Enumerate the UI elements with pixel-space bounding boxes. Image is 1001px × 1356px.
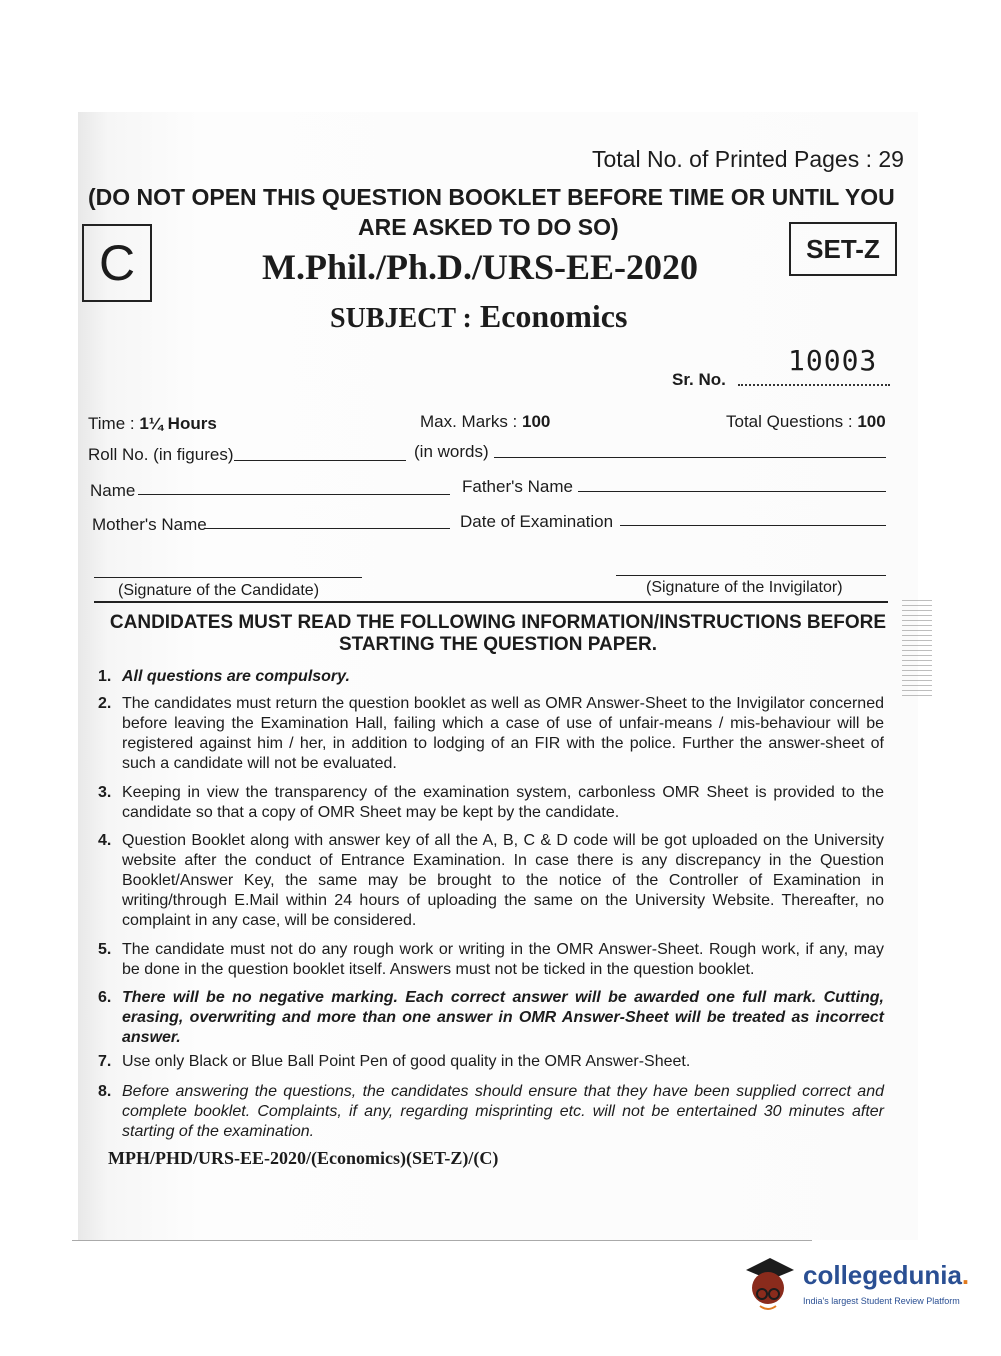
do-not-open-warning [88,182,898,242]
instruction-item [98,1052,884,1072]
instruction-text: The candidate must not do any rough work or writing in the OMR Answer-Sheet. Rough work, if any, may be done in the question booklet itself. Answers must not be ticked in the question booklet. [122,941,884,978]
instruction-text: Before answering the questions, the candidates should ensure that they have been supplied correct and complete booklet. Complaints, if any, regarding misprinting etc. will not be entertained 30 minutes after starting of the examination. [122,1083,884,1140]
instruction-number: 2. [98,695,112,712]
fathers-name-field[interactable] [578,491,886,492]
time-value: 1¼ Hours [139,414,217,433]
instruction-text: The candidates must return the question booklet as well as OMR Answer-Sheet to the Invigilator concerned before leaving the Examination Hall, failing which a case of use of unfair-means / mis-behaviour will be registered against him / her, in addition to lodging of an FIR with the police. Further the answer-sheet of such a candidate will not be evaluated. [122,695,884,772]
total-questions-label: Total Questions : [726,412,858,431]
name-label: Name [90,481,136,500]
section-divider [94,601,888,603]
paper-code-footer: MPH/PHD/URS-EE-2020/(Economics)(SET-Z)/(C) [108,1148,499,1168]
serial-number-dots [738,384,890,386]
subject-line [330,298,627,335]
brand-name-main: collegedunia [803,1260,962,1290]
warning-line-1: (DO NOT OPEN THIS QUESTION BOOKLET BEFORE TIME OR UNTIL YOU [88,184,895,210]
roll-figures-field[interactable] [234,460,406,461]
subject-label: SUBJECT : [330,303,472,334]
instruction-number: 8. [98,1083,112,1100]
instructions-heading [108,612,888,656]
candidate-signature-label: (Signature of the Candidate) [118,582,320,599]
instruction-item [98,667,884,687]
instruction-number: 3. [98,784,112,801]
roll-words-field[interactable] [494,457,886,458]
fathers-name-label: Father's Name [462,477,573,496]
instruction-number: 4. [98,832,112,849]
time-label: Time : [88,414,140,433]
instruction-text: Question Booklet along with answer key of all the A, B, C & D code will be got uploaded on the University website after the conduct of Entrance Examination. In case there is any discrepancy in the Question Booklet/Answer Key, the same may be brought to the notice of the Controller of Examination in writing/through E.Mail within 24 hours of uploading the same on the University Website. Thereafter, no complaint in any case, will be considered. [122,832,884,929]
max-marks-value: 100 [522,412,551,431]
serial-number-label: Sr. No. [672,370,726,389]
instructions-heading-line-2: STARTING THE QUESTION PAPER. [338,634,658,655]
instructions-heading-line-1: CANDIDATES MUST READ THE FOLLOWING INFORMATION/INSTRUCTIONS BEFORE [109,612,887,633]
candidate-signature-line[interactable] [94,577,362,578]
instruction-text: Keeping in view the transparency of the examination system, carbonless OMR Sheet is provided to the candidate so that a copy of OMR Sheet may be kept by the candidate. [122,784,884,821]
instruction-number: 7. [98,1053,112,1070]
instruction-item [98,1082,884,1142]
set-box: SET-Z [789,222,897,276]
date-of-exam-label: Date of Examination [460,512,614,531]
instruction-text: There will be no negative marking. Each correct answer will be awarded one full mark. Cutting, erasing, overwriting and more than one answer in OMR Answer-Sheet will be treated as incorrect answer. [122,989,884,1046]
mascot-icon [746,1258,794,1309]
exam-title: M.Phil./Ph.D./URS-EE-2020 [262,247,699,287]
name-field[interactable] [138,494,450,495]
page-bottom-edge [72,1240,812,1241]
brand-name-dot: . [961,1260,970,1290]
total-questions-field [726,412,886,432]
instruction-number: 5. [98,941,112,958]
brand-tagline: India's largest Student Review Platform [803,1296,960,1306]
mothers-name-label: Mother's Name [92,515,207,534]
instruction-text: Use only Black or Blue Ball Point Pen of good quality in the OMR Answer-Sheet. [122,1053,691,1070]
total-pages: Total No. of Printed Pages : 29 [592,146,904,172]
brand-name [803,1260,969,1291]
time-field [88,414,217,434]
date-of-exam-field[interactable] [620,525,886,526]
instruction-number: 1. [98,668,112,685]
roll-words-label: (in words) [414,442,489,461]
instruction-number: 6. [98,989,112,1006]
instruction-item [98,940,884,980]
max-marks-field [420,412,550,432]
invigilator-signature-label: (Signature of the Invigilator) [646,579,843,596]
warning-line-2: ARE ASKED TO DO SO) [358,214,619,240]
serial-number-value: 10003 [788,344,878,377]
total-questions-value: 100 [857,412,886,431]
omr-edge-marks [902,600,932,698]
instruction-item [98,831,884,931]
instruction-text: All questions are compulsory. [122,668,350,685]
max-marks-label: Max. Marks : [420,412,523,431]
instruction-item [98,694,884,774]
booklet-code-box: C [82,224,152,302]
invigilator-signature-line[interactable] [616,575,886,576]
roll-figures-label: Roll No. (in figures) [88,445,234,464]
mothers-name-field[interactable] [204,528,450,529]
instruction-item [98,783,884,823]
instruction-item [98,988,884,1048]
subject-value: Economics [479,298,628,334]
